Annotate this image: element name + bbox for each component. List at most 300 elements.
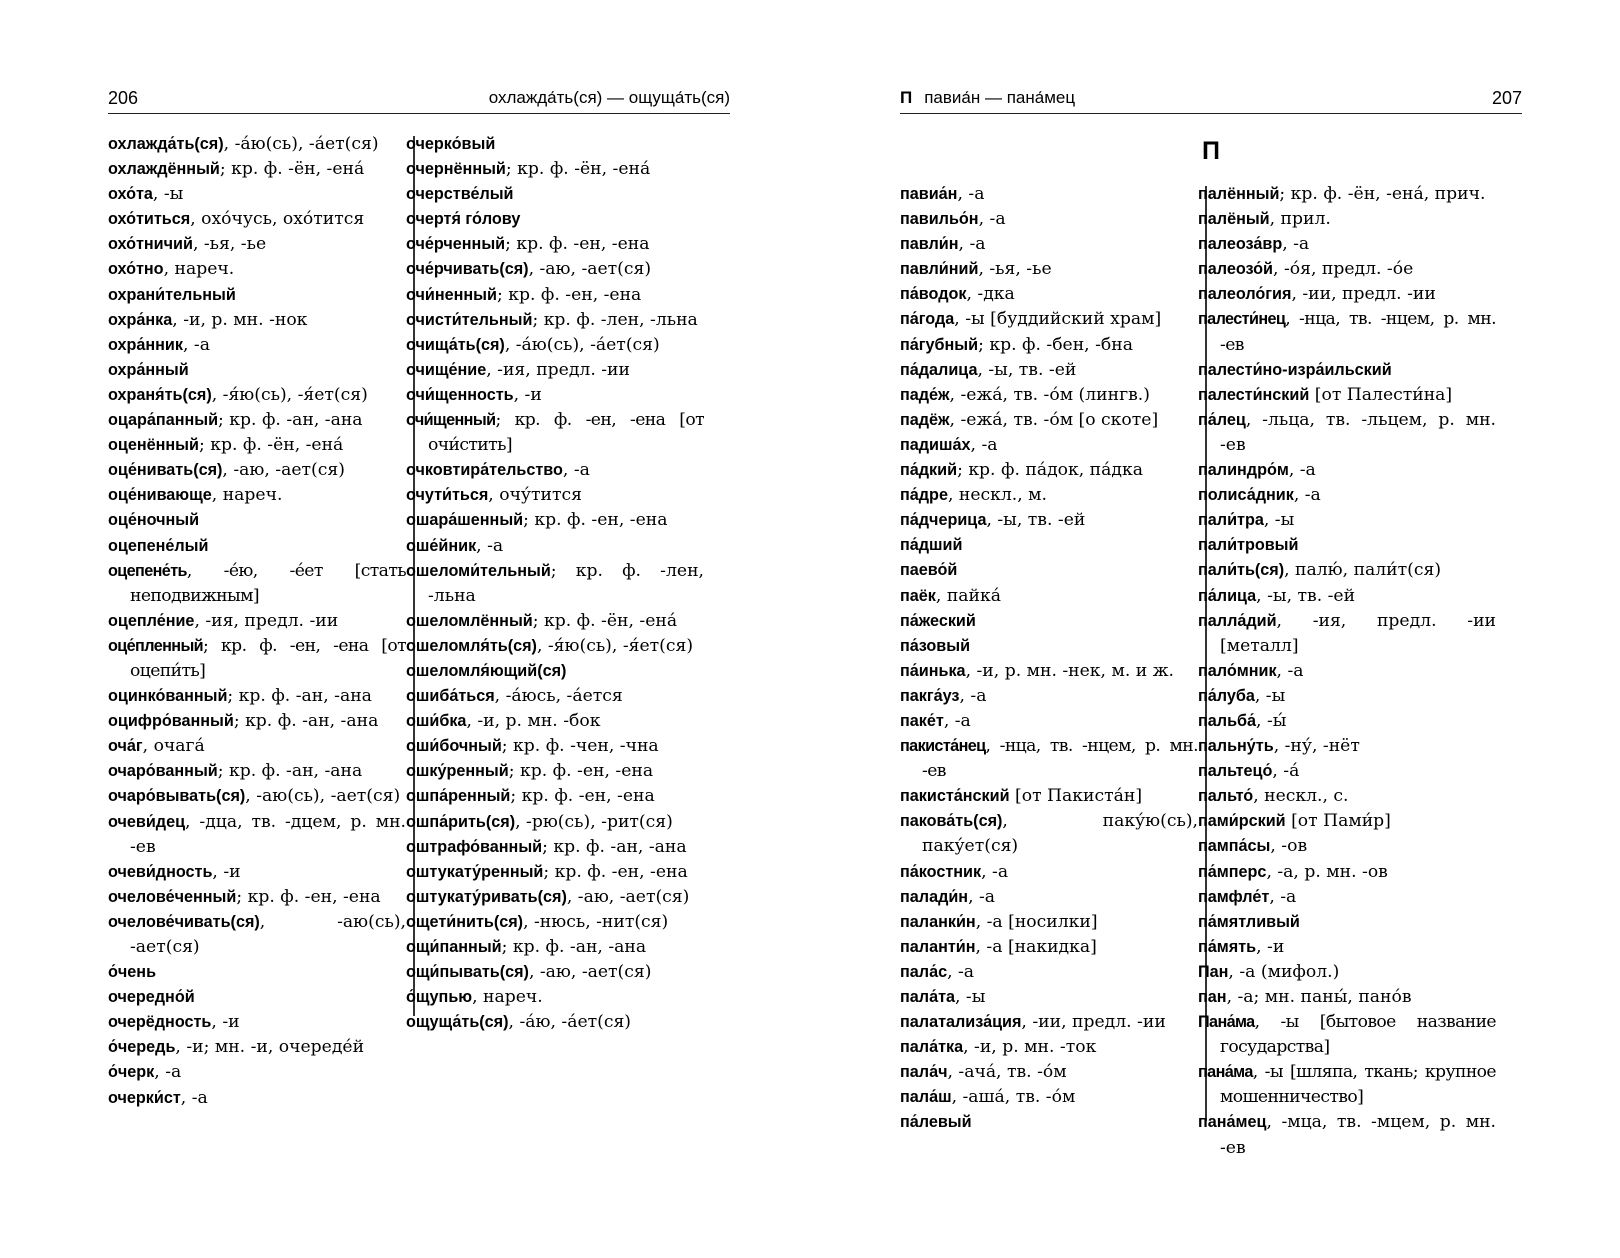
grammar-info: , -а; мн. паны́, пано́в (1226, 987, 1412, 1007)
grammar-info: ; кр. ф. -ен, -ена (523, 510, 668, 531)
dictionary-entry (108, 910, 406, 960)
headword: очути́ться (406, 486, 489, 505)
dictionary-entry (900, 358, 1198, 383)
dictionary-entry (900, 483, 1198, 508)
dictionary-entry (406, 408, 704, 458)
grammar-info: ; кр. ф. -ан, -ана (501, 937, 647, 957)
dictionary-entry (406, 534, 704, 559)
headword: пакиста́нец (900, 737, 986, 756)
headword: памфле́т (1198, 887, 1270, 906)
headword: па́дре (900, 486, 948, 505)
grammar-info: , -а́ю, -а́ет(ся) (508, 1012, 632, 1033)
headword: оча́г (108, 737, 143, 756)
dictionary-entry (406, 860, 704, 885)
dictionary-entry (108, 333, 406, 358)
grammar-info: ; кр. ф. -ан, -ана (217, 761, 363, 782)
grammar-info: , -а (970, 434, 998, 455)
headword: очеви́дец (108, 812, 186, 831)
grammar-info: , -а (562, 460, 590, 481)
grammar-info: , -аю(сь), -ает(ся) (130, 911, 406, 957)
grammar-info: ; кр. ф. -ен, -ена (543, 861, 688, 882)
dictionary-entry (1198, 207, 1496, 232)
grammar-info: ; кр. ф. -ён, -ена́ (532, 610, 678, 631)
grammar-info: , -а́ю(сь), -а́ет(ся) (223, 134, 379, 154)
dictionary-entry (1198, 483, 1496, 508)
headword: паево́й (900, 561, 958, 580)
headword: ощуща́ть(ся) (406, 1013, 509, 1032)
grammar-info: , пайка́ (935, 585, 1001, 606)
headword: оце́ночный (108, 511, 200, 530)
dictionary-entry (1198, 960, 1496, 985)
dictionary-entry (900, 860, 1198, 885)
grammar-info: , -а (1288, 460, 1316, 481)
dictionary-entry (108, 383, 406, 408)
grammar-info: , прил. (1269, 209, 1331, 230)
grammar-info: , -и, р. мн. -бок (466, 711, 601, 732)
headword: палатализа́ция (900, 1013, 1022, 1032)
grammar-info: , -ия, предл. -ии [металл] (1220, 610, 1496, 656)
headword: очища́ть(ся) (406, 335, 505, 354)
dictionary-entry (900, 809, 1198, 859)
grammar-info: , -ы (1254, 685, 1286, 706)
dictionary-entry (406, 634, 704, 659)
headword: пана́мец (1198, 1113, 1267, 1132)
dictionary-entry (108, 1060, 406, 1085)
headword: пальну́ть (1198, 737, 1274, 756)
grammar-info: , -аю, -ает(ся) (222, 460, 345, 481)
grammar-info: , -а́ю(сь), -а́ет(ся) (504, 334, 660, 355)
grammar-info: , -а (154, 1062, 182, 1083)
dictionary-entry (900, 910, 1198, 935)
column-1 (108, 132, 406, 1111)
headword: охра́нник (108, 335, 183, 354)
grammar-info: , -нца, тв. -нцем, р. мн. -ев (1220, 309, 1496, 355)
grammar-info: , -ов (1270, 836, 1308, 857)
grammar-info: , -рю(сь), -рит(ся) (515, 811, 673, 832)
headword: палади́н (900, 887, 969, 906)
dictionary-entry (108, 508, 406, 533)
headword: оче́рчивать(ся) (406, 260, 529, 279)
grammar-info: , -ы (955, 987, 986, 1007)
headword: па́губный (900, 335, 979, 354)
dictionary-entry (108, 960, 406, 985)
headword: Пан (1198, 962, 1229, 981)
dictionary-entry (406, 333, 704, 358)
dictionary-entry (406, 910, 704, 935)
headword: очернённый (406, 160, 506, 179)
grammar-info: , -ы [буддийский храм] (954, 309, 1162, 330)
headword: Пана́ма (1198, 1013, 1255, 1032)
headword: паёк (900, 586, 936, 605)
dictionary-entry (900, 784, 1198, 809)
grammar-info: , -а́юсь, -а́ется (494, 686, 623, 707)
grammar-info: ; кр. ф. -ён, -ена́ (219, 159, 365, 180)
dictionary-entry (900, 533, 1198, 558)
dictionary-entry (1198, 935, 1496, 960)
headword: ошеломля́ющий(ся) (406, 661, 567, 680)
headword: очерёдность (108, 1013, 212, 1032)
grammar-info: , -нца, тв. -нцем, р. мн. -ев (922, 736, 1198, 782)
grammar-info: , -а (476, 535, 504, 556)
headword: охрани́тельный (108, 285, 236, 304)
grammar-info: , -о́я, предл. -о́е (1273, 259, 1414, 280)
dictionary-entry (900, 458, 1198, 483)
dictionary-entry (1198, 257, 1496, 282)
grammar-info: [от Пакиста́н] (1009, 786, 1143, 807)
dictionary-entry (406, 609, 704, 634)
dictionary-entry (108, 759, 406, 784)
headword: палеоло́гия (1198, 285, 1292, 304)
dictionary-entry (900, 634, 1198, 659)
dictionary-entry (406, 283, 704, 308)
grammar-info: ; кр. ф. -ён, -ена́ (198, 435, 344, 456)
headword: очи́ненный (406, 285, 497, 304)
dictionary-entry (1198, 1110, 1496, 1160)
headword: очелове́чивать(ся) (108, 912, 260, 931)
dictionary-entry (1198, 885, 1496, 910)
grammar-info: , -а [накидка] (975, 936, 1097, 957)
grammar-info: , -ежа́, тв. -о́м (лингв.) (949, 384, 1150, 405)
dictionary-entry (1198, 1010, 1496, 1060)
grammar-info: [от Палести́на] (1309, 384, 1453, 405)
dictionary-entry (1198, 759, 1496, 784)
grammar-info: , -а (1276, 660, 1304, 681)
dictionary-entry (1198, 533, 1496, 558)
dictionary-entry (900, 734, 1198, 784)
dictionary-entry (900, 960, 1198, 985)
dictionary-entry (406, 308, 704, 333)
grammar-info: , -и (513, 384, 542, 405)
grammar-info: [от Пами́р] (1285, 811, 1391, 832)
grammar-info: ; кр. ф. -ен, -ена (496, 284, 642, 305)
headword: ошиба́ться (406, 687, 495, 706)
grammar-info: ; кр. ф. -ен, -ена (508, 761, 654, 782)
headword: охлажда́ть(ся) (108, 135, 224, 153)
headword: палёный (1198, 210, 1270, 229)
dictionary-entry (406, 232, 704, 257)
dictionary-entry (406, 960, 704, 985)
grammar-info: ; кр. ф. -ен, -ена (510, 786, 655, 807)
headword: очковтира́тельство (406, 461, 563, 480)
headword: ощи́панный (406, 938, 502, 956)
headword: па́мперс (1198, 862, 1267, 881)
dictionary-entry (406, 182, 704, 207)
headword: пала́та (900, 988, 955, 1006)
headword: оце́нивающе (108, 486, 212, 505)
headword: па́зовый (900, 636, 971, 655)
grammar-info: , -ы [бытовое название государства] (1220, 1012, 1496, 1058)
grammar-info: , -ежа́, тв. -о́м [о скоте] (949, 409, 1159, 430)
grammar-info: ; кр. ф. -ён, -ена́ (505, 159, 651, 180)
grammar-info: ; кр. ф. -ан, -ана (542, 836, 687, 857)
dictionary-entry (1198, 709, 1496, 734)
grammar-info: , -дка (966, 284, 1015, 305)
headword: очи́щенный (406, 411, 496, 430)
headword: па́мять (1198, 937, 1257, 956)
dictionary-entry (900, 307, 1198, 332)
headword: па́лица (1198, 586, 1257, 605)
dictionary-entry (900, 232, 1198, 257)
dictionary-entry (108, 232, 406, 257)
dictionary-entry (108, 483, 406, 508)
grammar-info: , -а (947, 961, 975, 982)
dictionary-entry (900, 709, 1198, 734)
headword: пало́мник (1198, 661, 1277, 680)
dictionary-entry (406, 784, 704, 809)
dictionary-entry (900, 609, 1198, 634)
dictionary-entry (1198, 834, 1496, 859)
dictionary-entry (108, 534, 406, 559)
dictionary-entry (1198, 383, 1496, 408)
headword: па́лец (1198, 410, 1246, 429)
headword: очи́щенность (406, 385, 514, 404)
headword: оце́пленный (108, 636, 204, 655)
headword: о́щупью (406, 988, 473, 1007)
grammar-info: ; кр. ф. -ен, -ена (236, 886, 381, 907)
headword: оштукату́ривать(ся) (406, 887, 567, 906)
headword: павильо́н (900, 210, 979, 229)
grammar-info: , -и (211, 1012, 240, 1033)
headword: паланти́н (900, 937, 976, 956)
headword: павиа́н (900, 185, 958, 203)
dictionary-entry (1198, 734, 1496, 759)
dictionary-entry (1198, 232, 1496, 257)
dictionary-entry (900, 207, 1198, 232)
grammar-info: , -ы, тв. -ей (986, 510, 1086, 531)
dictionary-entry (108, 709, 406, 734)
headword: оце́нивать(ся) (108, 461, 223, 480)
headword: пан (1198, 988, 1227, 1006)
headword: ошеломля́ть(ся) (406, 636, 537, 655)
headword: палеоза́вр (1198, 235, 1283, 254)
headword: па́костник (900, 862, 982, 881)
headword: охра́нный (108, 360, 189, 379)
page-number: 207 (1491, 88, 1522, 108)
grammar-info: , -а (1269, 886, 1297, 907)
grammar-info: ; кр. ф. -ён, -ена́, прич. (1279, 184, 1486, 204)
grammar-info: , -и; мн. -и, очереде́й (175, 1037, 365, 1058)
dictionary-entry (1198, 358, 1496, 383)
headword: ошеломлённый (406, 611, 533, 630)
grammar-info: ; кр. ф. -ен, -ена [от оцепи́ть] (130, 635, 406, 681)
dictionary-entry (108, 207, 406, 232)
headword: оценённый (108, 436, 199, 455)
right-page (900, 80, 1522, 1161)
dictionary-entry (108, 559, 406, 609)
dictionary-entry (406, 458, 704, 483)
dictionary-entry (900, 659, 1198, 684)
grammar-info: , очага́ (142, 736, 205, 757)
dictionary-entry (108, 308, 406, 333)
grammar-info: , палю́, пали́т(ся) (1284, 560, 1442, 581)
grammar-info: , -ии, предл. -ии (1021, 1012, 1166, 1033)
dictionary-entry (1198, 910, 1496, 935)
headword: павли́ний (900, 260, 979, 279)
grammar-info: , -аю, -ает(ся) (528, 962, 652, 983)
dictionary-entry (900, 1010, 1198, 1035)
headword: ошпа́рить(ся) (406, 812, 516, 831)
dictionary-entry (900, 558, 1198, 583)
dictionary-entry (1198, 1060, 1496, 1110)
grammar-info: , -и, р. мн. -ток (963, 1037, 1097, 1058)
entry-columns (108, 132, 730, 1111)
grammar-info: , -и (212, 861, 241, 882)
grammar-info: , -а (мифол.) (1228, 961, 1340, 982)
dictionary-entry (406, 157, 704, 182)
grammar-info: , -аю, -ает(ся) (566, 886, 690, 907)
grammar-info: , -ия, предл. -ии (194, 610, 339, 631)
headword: очертя́ го́лову (406, 210, 521, 229)
column-2 (406, 132, 704, 1111)
headword: полиса́дник (1198, 486, 1294, 505)
headword: оцифро́ванный (108, 712, 234, 731)
dictionary-entry (1198, 584, 1496, 609)
dictionary-entry (1198, 558, 1496, 583)
headword: паде́ж (900, 385, 950, 404)
grammar-info: , нареч. (211, 485, 283, 506)
grammar-info: , -нюсь, -нит(ся) (523, 911, 669, 932)
dictionary-entry (1198, 860, 1496, 885)
grammar-info: , очу́тится (488, 485, 582, 506)
headword: о́чередь (108, 1038, 176, 1057)
dictionary-entry (900, 383, 1198, 408)
headword: пали́тра (1198, 511, 1264, 530)
headword: па́левый (900, 1113, 972, 1132)
headword: очаро́вывать(ся) (108, 787, 246, 806)
dictionary-entry (108, 182, 406, 207)
dictionary-entry (108, 1086, 406, 1111)
headword: оштрафо́ванный (406, 837, 543, 856)
headword: палести́нец (1198, 310, 1286, 329)
headword: оштукату́ренный (406, 862, 544, 881)
headword: ощи́пывать(ся) (406, 963, 529, 982)
dictionary-entry (1198, 809, 1496, 834)
grammar-info: , -дца, тв. -дцем, р. мн. -ев (130, 811, 406, 857)
headword: палённый (1198, 185, 1280, 203)
grammar-info: , -а (981, 861, 1009, 882)
headword: охраня́ть(ся) (108, 385, 212, 404)
headword: очеви́дность (108, 862, 213, 881)
grammar-info: ; кр. ф. -ен, -ена [от очи́стить] (428, 410, 704, 456)
dictionary-entry (406, 207, 704, 232)
grammar-info: , паку́ю(сь), паку́ет(ся) (922, 811, 1198, 857)
dictionary-entry (406, 734, 704, 759)
dictionary-entry (108, 985, 406, 1010)
grammar-info: ; кр. ф. па́док, па́дка (957, 460, 1143, 481)
grammar-info: , -ы (1263, 510, 1295, 531)
grammar-info: , -а (180, 1087, 208, 1108)
grammar-info: , -льца, тв. -льцем, р. мн. -ев (1220, 409, 1496, 455)
dictionary-entry (900, 433, 1198, 458)
headword: очелове́ченный (108, 887, 237, 906)
dictionary-entry (406, 508, 704, 533)
grammar-info: , -а (183, 334, 210, 355)
headword: пали́ть(ся) (1198, 561, 1285, 580)
grammar-info: , -а [носилки] (975, 911, 1098, 932)
dictionary-entry (406, 257, 704, 282)
headword: паке́т (900, 711, 944, 730)
grammar-info: , -ы (152, 184, 184, 205)
dictionary-entry (406, 1010, 704, 1035)
dictionary-entry (900, 333, 1198, 358)
dictionary-entry (406, 659, 704, 684)
dictionary-entry (108, 1035, 406, 1060)
grammar-info: , -а (943, 710, 971, 731)
headword: пакиста́нский (900, 787, 1010, 806)
grammar-info: , -а (958, 234, 986, 255)
headword: па́жеский (900, 611, 976, 630)
dictionary-entry (900, 408, 1198, 433)
grammar-info: , -я́ю(сь), -я́ет(ся) (536, 635, 694, 656)
dictionary-entry (406, 358, 704, 383)
grammar-info: , -и, р. мн. -нек, м. и ж. (965, 660, 1174, 681)
dictionary-entry (108, 283, 406, 308)
right-page-header (900, 80, 1522, 114)
headword: оши́бка (406, 712, 467, 731)
dictionary-entry (108, 458, 406, 483)
headword: оцепле́ние (108, 611, 195, 630)
headword: па́луба (1198, 686, 1255, 705)
dictionary-entry (406, 935, 704, 960)
headword: о́черк (108, 1063, 155, 1082)
grammar-info: , -ы, тв. -ей (1256, 585, 1356, 606)
dictionary-entry (1198, 609, 1496, 659)
headword: палести́нский (1198, 385, 1310, 404)
headword: охо́титься (108, 210, 191, 229)
running-head (900, 88, 1075, 108)
grammar-info: , нескл., м. (947, 485, 1048, 506)
headword: па́дчерица (900, 511, 987, 530)
headword: пала́тка (900, 1038, 964, 1057)
headword: палиндро́м (1198, 461, 1289, 480)
grammar-info: , -ы́ (1256, 710, 1287, 731)
dictionary-entry (900, 985, 1198, 1010)
grammar-info: , -аша́, тв. -о́м (951, 1087, 1076, 1108)
headword: о́чень (108, 963, 157, 982)
headword: па́инька (900, 661, 966, 680)
grammar-info: , -мца, тв. -мцем, р. мн. -ев (1220, 1112, 1496, 1158)
dictionary-entry (406, 810, 704, 835)
headword: палести́но-изра́ильский (1198, 360, 1392, 379)
dictionary-entry (900, 684, 1198, 709)
headword: падиша́х (900, 435, 971, 454)
dictionary-entry (406, 684, 704, 709)
dictionary-entry (108, 257, 406, 282)
dictionary-entry (406, 985, 704, 1010)
page-number: 206 (108, 88, 139, 108)
grammar-info: ; кр. ф. -лен, -льна (532, 309, 698, 330)
headword: охо́тно (108, 260, 164, 279)
dictionary-entry (406, 483, 704, 508)
grammar-info: , -аю, -ает(ся) (528, 259, 652, 280)
grammar-info: ; кр. ф. -ан, -ана (227, 686, 372, 707)
grammar-info: , -а́ (1272, 761, 1300, 782)
headword: оше́йник (406, 536, 477, 555)
column-2 (1198, 182, 1496, 1161)
headword: пальба́ (1198, 711, 1257, 730)
dictionary-entry (1198, 182, 1496, 207)
letter-heading: П (1202, 137, 1220, 165)
dictionary-entry (108, 810, 406, 860)
dictionary-entry (108, 433, 406, 458)
dictionary-entry (108, 609, 406, 634)
dictionary-entry (406, 759, 704, 784)
headword: оцинко́ванный (108, 687, 228, 706)
headword: очерко́вый (406, 135, 496, 153)
headword: охлаждённый (108, 160, 220, 179)
grammar-info: , -а (1282, 234, 1310, 255)
headword: пампа́сы (1198, 837, 1271, 856)
